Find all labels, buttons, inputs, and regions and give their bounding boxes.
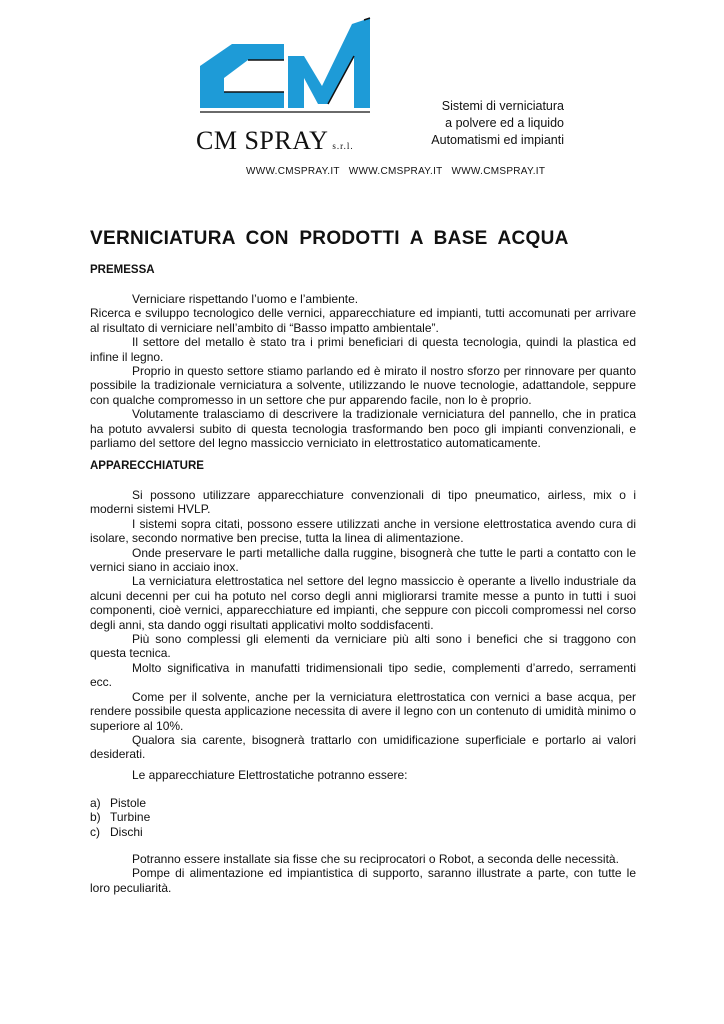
paragraph: Il settore del metallo è stato tra i primi beneficiari di questa tecnologia, quindi la plastica ed infine il legno. [90, 335, 636, 364]
list-item [90, 810, 390, 824]
list-marker: b) [90, 810, 101, 825]
paragraph: I sistemi sopra citati, possono essere utilizzati anche in versione elettrostatica avendo cura di isolare, secondo normative ben precise, tutta la linea di alimentazione. [90, 516, 636, 546]
company-name: CM SPRAY [196, 126, 329, 155]
tagline-line: a polvere ed a liquido [445, 116, 564, 130]
list-marker: c) [90, 824, 100, 839]
company-tagline [384, 98, 564, 149]
list-intro [90, 768, 636, 782]
tagline-line: Sistemi di verniciatura [441, 99, 564, 113]
paragraph: Ricerca e sviluppo tecnologico delle vernici, apparecchiature ed impianti, tutti accomunati per arrivare al risultato di verniciare nell’ambito di “Basso impatto ambientale”. [90, 306, 636, 335]
paragraph: Volutamente tralasciamo di descrivere la tradizionale verniciatura del pannello, che in pratica ha potuto avvalersi subito di questa tecnologia trasformando ben poco gli impianti convenzionali, e parliamo del settore del legno massiccio verniciato in elettrostatico automaticamente. [90, 407, 636, 451]
paragraph: Molto significativa in manufatti tridimensionali tipo sedie, complementi d’arredo, serramenti ecc. [90, 660, 636, 690]
paragraph: Si possono utilizzare apparecchiature convenzionali di tipo pneumatico, airless, mix o i moderni sistemi HVLP. [90, 488, 636, 517]
paragraph: Proprio in questo settore stiamo parlando ed è mirato il nostro sforzo per rinnovare per quanto possibile la tradizionale verniciatura a solvente, utilizzando le nuove tecnologie, adattandole, seppure con qualche compromesso in un settore che pur apparendo facile, non lo è proprio. [90, 364, 636, 407]
paragraph: La verniciatura elettrostatica nel settore del legno massiccio è operante a livello industriale da alcuni decenni per cui ha potuto nel corso degli anni migliorarsi tramite messe a punto in tutti i suoi componenti, cioè vernici, apparecchiature ed impianti, che seppure con piccoli compromessi nel corso degli anni, sta dando oggi risultati applicativi molto soddisfacenti. [90, 574, 636, 632]
document-title: VERNICIATURA CON PRODOTTI A BASE ACQUA [90, 228, 569, 249]
logo-m-shape [288, 18, 370, 108]
equipment-list [90, 796, 390, 839]
company-name-wordmark [196, 126, 354, 156]
list-item [90, 825, 390, 839]
list-marker: a) [90, 796, 101, 810]
logo-c-shape [200, 44, 284, 108]
list-item-label: Dischi [110, 824, 143, 839]
company-logo [192, 16, 378, 155]
tagline-line: Automatismi ed impianti [431, 133, 564, 147]
website-urls: WWW.CMSPRAY.IT WWW.CMSPRAY.IT WWW.CMSPRAY.IT [246, 166, 546, 177]
paragraph: Come per il solvente, anche per la verniciatura elettrostatica con vernici a base acqua, per rendere possibile questa applicazione necessita di avere il legno con un contenuto di umidità minimo o superiore al 10%. [90, 689, 636, 733]
paragraph: Potranno essere installate sia fisse che su reciprocatori o Robot, a seconda delle necessità. [132, 852, 619, 866]
list-item-label: Turbine [110, 810, 151, 825]
section-heading-apparecchiature: APPARECCHIATURE [90, 460, 204, 472]
paragraph: Pompe di alimentazione ed impiantistica di supporto, saranno illustrate a parte, con tutte le loro peculiarità. [90, 866, 636, 895]
section-body-premessa [90, 292, 636, 450]
company-suffix: s.r.l. [332, 141, 354, 151]
closing-paragraphs [90, 852, 636, 895]
paragraph: Le apparecchiature Elettrostatiche potranno essere: [132, 768, 408, 782]
paragraph: Onde preservare le parti metalliche dalla ruggine, bisognerà che tutte le parti a contatto con le vernici siano in acciaio inox. [90, 545, 636, 575]
paragraph: Verniciare rispettando l’uomo e l’ambiente. [132, 292, 359, 306]
section-heading-premessa: PREMESSA [90, 264, 155, 276]
cm-logo-graphic [192, 16, 378, 126]
paragraph: Qualora sia carente, bisognerà trattarlo con umidificazione superficiale e portarlo ai valori desiderati. [90, 732, 636, 762]
paragraph: Più sono complessi gli elementi da verniciare più alti sono i benefici che si traggono con questa tecnica. [90, 632, 636, 661]
list-item [90, 796, 390, 810]
section-body-apparecchiature [90, 488, 636, 762]
list-item-label: Pistole [110, 796, 147, 810]
